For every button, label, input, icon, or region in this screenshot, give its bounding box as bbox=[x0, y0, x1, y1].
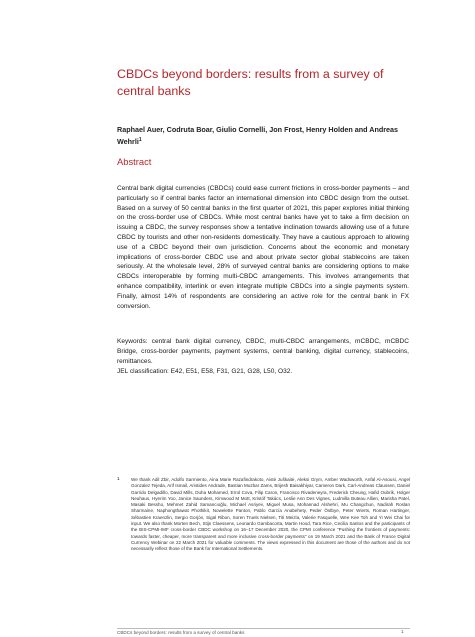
paper-title: CBDCs beyond borders: results from a survey of central banks bbox=[117, 67, 384, 98]
jel-classification: JEL classification: E42, E51, E58, F31, G21, G28, L50, O32. bbox=[117, 368, 293, 375]
author-names: Raphael Auer, Codruta Boar, Giulio Cornelli, Jon Frost, Henry Holden and Andreas Wehrli bbox=[117, 125, 399, 146]
author-list bbox=[117, 125, 417, 147]
abstract-heading: Abstract bbox=[117, 156, 152, 167]
author-footnote-marker[interactable]: 1 bbox=[138, 137, 142, 143]
footer-divider bbox=[117, 628, 410, 629]
footnote-marker: 1 bbox=[117, 477, 120, 482]
keywords: Keywords: central bank digital currency, CBDC, multi-CBDC arrangements, mCBDC, mCBDC Bridge, cross-border payments, payment systems, central banking, digital currency, stablecoins, remittances. bbox=[117, 338, 409, 365]
page-number: 1 bbox=[401, 630, 404, 635]
acknowledgements-footnote: We thank Adil Zbir, Adolfo Sarmiento, Aina Marie Razafindrakoto, Aistė Juškaitė, Aleksi Grym, Amber Wadsworth, Anfal Al-Asousi, Angel Gonzalez Tejeda, Arif Ismail, Aristides Andrade, Bastian Muzbar Zams, Brijesh Baisakhiyar, Cameron Dark, Carl-Andreas Claussen, Daniel Garrido Delgadillo, David Mills, Duha Mohamed, Errol Cova, Filip Caron, Francisco Rivadeneyra, Frederick Cheung, Hafid Oubrik, Holger Neuhaus, Hyerim Yoo, Janice Saunders, Kimwood M Mott, Kristóf Takács, Leslie Ann Des Vignes, Ludmilla Buteau Allien, Marisha Patel, Masaki Bessho, Mehmet Zahid Samancıoğlu, Michael Asriyev, Miguel Musa, Mohannad Alshehri, Mu Changchun, Nadirah Roslan Sharmaine, Naphongthawat Phothikit, Nowelette Panton, Pablo García Anabehety, Peder Östbye, Peter Wierts, Roman Hartinger, Sébastien Kraenzlin, Sergio Gorjón, Sigal Ribon, Soren Truels Nielsen, Titi Meizla, Valerie Fasquelle, Wee Kee Toh and Yi Wei Chai for input. We also thank Morten Bech, Stijn Claessens, Leonardo Gambacorta, Martin Hood, Tara Rice, Cecilia Santos and the participants of the BIS-CPMI-IMF cross-border CBDC workshop on 16–17 December 2020, the CPMI conference “Pushing the frontiers of payments: towards faster, cheaper, more transparent and more inclusive cross-border payments” on 19 March 2021 and the Bank of France Digital Currency Webinar on 22 March 2021 for valuable comments. The views expressed in this document are those of the authors and do not necessarily reflect those of the Bank for International Settlements. bbox=[131, 477, 410, 552]
abstract-text: Central bank digital currencies (CBDCs) could ease current frictions in cross-border payments – and particularly so if central banks factor an international dimension into CBDC design from the outset. Based on a survey of 50 central banks in the first quarter of 2021, this paper explores initial thinking on the cross-border use of CBDCs. While most central banks have yet to take a firm decision on issuing a CBDC, the survey responses show a tentative inclination towards allowing use of a future CBDC by tourists and other non-residents domestically. They have a cautious approach to allowing use of a CBDC beyond their own jurisdiction. Concerns about the economic and monetary implications of cross-border CBDC use and about private sector global stablecoins are taken seriously. At the wholesale level, 28% of surveyed central banks are considering options to make CBDCs interoperable by forming multi-CBDC arrangements. This involves arrangements that enhance compatibility, interlink or even integrate multiple CBDCs into a single payments system. Finally, almost 14% of respondents are considering an active role for the central bank in FX conversion. bbox=[117, 185, 409, 310]
running-footer-title: CBDCs beyond borders: results from a survey of central banks bbox=[117, 630, 245, 635]
